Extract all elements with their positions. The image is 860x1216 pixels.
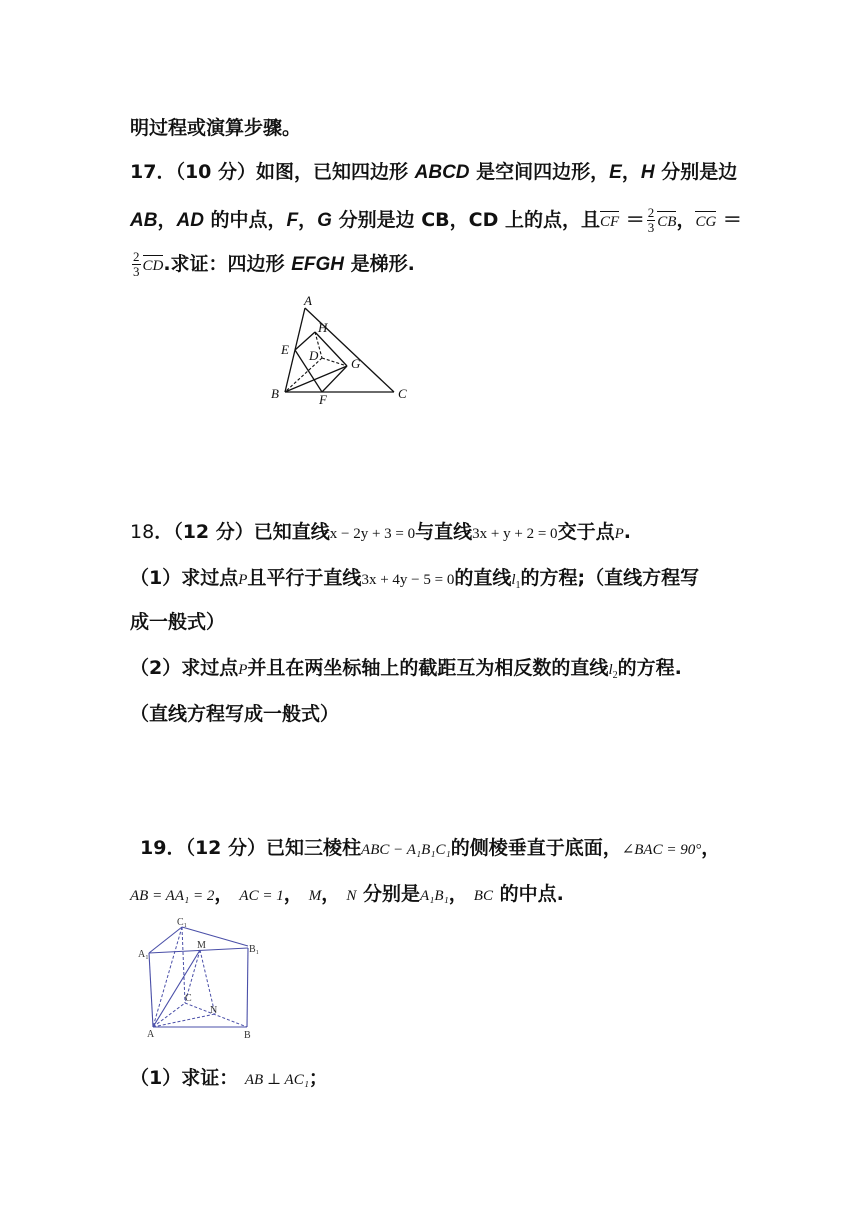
perpendicular-statement: AB ⊥ AC₁ (244, 1072, 309, 1088)
line-l1 (511, 572, 521, 591)
q17-text: 分别是边 (331, 209, 422, 231)
label-c: C (185, 993, 192, 1004)
prism-name: ABC − A₁B₁C₁ (361, 842, 451, 858)
q19-text: ， (214, 883, 234, 905)
label-a: A (304, 293, 312, 308)
q18-text: 已知直线 (253, 521, 330, 543)
frac-num: 2 (133, 249, 140, 264)
q17-text: 分别是边 (654, 161, 738, 183)
q19-text: ， (701, 837, 721, 859)
q18-number: 18 (130, 521, 155, 543)
point-p: P (238, 662, 248, 678)
q17-text: ， (449, 209, 469, 231)
label-d: D (309, 348, 319, 363)
q17-text: 是梯形. (343, 253, 415, 275)
q17-number: 17 (130, 161, 157, 183)
edge-c1b1 (182, 927, 248, 946)
line-l1-subscript: 1 (515, 580, 521, 591)
frac-num: 2 (647, 205, 655, 220)
edge-a1c1 (149, 927, 182, 953)
q17-var: F (286, 210, 299, 231)
q17-text: ， (157, 209, 177, 231)
label-b1: B₁ (249, 944, 260, 955)
line-l2 (608, 662, 618, 681)
q18-text: 的直线 (454, 567, 512, 589)
q17-line-2 (130, 206, 742, 235)
q17-var: AD (176, 210, 204, 231)
q18-text: 的方程. (617, 657, 682, 679)
label-c: C (398, 386, 407, 401)
q17-text: ， (621, 161, 641, 183)
q19-text: ， (321, 883, 341, 905)
q19-line-1 (140, 836, 720, 862)
label-n: N (210, 1005, 218, 1016)
frac-den: 3 (133, 264, 140, 279)
eq-ac: AC = 1 (239, 888, 284, 904)
segment-bc: BC (473, 888, 493, 904)
vector-cf: CF (600, 210, 619, 234)
q17-var: H (640, 162, 655, 183)
q19-text: 的中点. (492, 883, 564, 905)
q18-part2-line-2: （直线方程写成一般式） (130, 703, 340, 725)
point-n: N (346, 888, 357, 904)
q18-part2-line-1 (130, 656, 682, 688)
label-g: G (351, 356, 361, 371)
q17-var: E (609, 162, 622, 183)
label-m: M (197, 940, 206, 951)
label-c1: C₁ (177, 917, 188, 928)
q18-part1-line-2: 成一般式） (130, 611, 226, 633)
q18-text: 交于点 (557, 521, 615, 543)
q17-text: 上的点，且 (498, 209, 600, 231)
line-l2-subscript: 2 (612, 670, 618, 681)
label-b: B (271, 386, 279, 401)
point-p: P (238, 572, 248, 588)
equation-line3: 3x + 4y − 5 = 0 (361, 572, 455, 588)
line-l2-symbol: l (608, 662, 613, 678)
q18-part1-label: （1） (130, 567, 182, 589)
q19-score: ．（12 分） (166, 837, 267, 859)
q19-part1-line (130, 1066, 328, 1092)
q17-line-1 (130, 160, 737, 185)
edge-bb1 (247, 948, 248, 1027)
q18-text: 并且在两坐标轴上的截距互为相反数的直线 (247, 657, 609, 679)
label-e: E (281, 342, 289, 357)
frac-den: 3 (647, 220, 655, 235)
q17-var: ABCD (414, 162, 470, 183)
label-h: H (318, 320, 328, 335)
label-a: A (147, 1029, 155, 1040)
line-l1-symbol: l (511, 572, 516, 588)
equation-line1: x − 2y + 3 = 0 (329, 526, 416, 542)
q17-text: 的中点， (203, 209, 287, 231)
point-m: M (308, 888, 322, 904)
q19-text: 分别是 (356, 883, 420, 905)
q19-part1-label: （1） (130, 1067, 182, 1089)
q17-var: CD (468, 209, 499, 231)
intro-line: 明过程或演算步骤。 (130, 117, 302, 139)
fraction-two-thirds-2 (132, 250, 141, 279)
label-f: F (319, 392, 327, 407)
vector-cd: CD (143, 254, 164, 278)
edge-ac1-dashed (153, 927, 182, 1027)
q17-text: ， (676, 209, 696, 231)
q17-figure (260, 290, 430, 410)
q17-var: CB (421, 209, 450, 231)
q19-text: 求证： (181, 1067, 239, 1089)
q17-text: 如图，已知四边形 (256, 161, 415, 183)
edge-aa1 (149, 953, 153, 1027)
edge-fg (322, 366, 347, 392)
q17-text: 是空间四边形， (469, 161, 610, 183)
angle-bac: ∠BAC = 90° (621, 842, 702, 858)
q18-text: . (623, 521, 631, 543)
q19-line-2 (130, 882, 564, 908)
q19-text: 已知三棱柱 (266, 837, 362, 859)
q19-figure (135, 915, 270, 1045)
q19-text: ； (308, 1067, 328, 1089)
q17-var: G (317, 210, 332, 231)
eq-ab-aa1: AB = AA₁ = 2 (130, 888, 215, 904)
q17-line-3 (130, 250, 415, 279)
q17-text: .求证：四边形 (163, 253, 292, 275)
label-b: B (244, 1030, 251, 1041)
q18-text: 且平行于直线 (247, 567, 362, 589)
q17-score: ．（10 分） (156, 161, 257, 183)
q17-text: ＝ (619, 209, 645, 231)
q18-text: 求过点 (181, 567, 239, 589)
q19-text: ， (448, 883, 468, 905)
q17-var: EFGH (291, 254, 344, 275)
q18-text: 的方程;（直线方程写 (520, 567, 700, 589)
vector-cb: CB (657, 210, 676, 234)
q18-score: ．（12 分） (154, 521, 254, 543)
edge-bg (285, 366, 347, 392)
q18-part2-label: （2） (130, 657, 182, 679)
edge-am (153, 950, 200, 1027)
q18-text: 与直线 (415, 521, 473, 543)
vector-cg: CG (695, 210, 716, 234)
edge-cc1-dashed (182, 927, 185, 1003)
q19-text: ， (283, 883, 303, 905)
equation-line2: 3x + y + 2 = 0 (472, 526, 558, 542)
q17-var: AB (130, 210, 158, 231)
q17-text: ＝ (716, 209, 742, 231)
q19-text: 的侧棱垂直于底面， (450, 837, 622, 859)
q17-text: ， (298, 209, 318, 231)
segment-a1b1: A₁B₁ (419, 888, 449, 904)
q18-line-1 (130, 520, 631, 546)
point-p: P (614, 526, 624, 542)
q19-number: 19 (140, 837, 167, 859)
q18-text: 求过点 (181, 657, 239, 679)
fraction-two-thirds (647, 206, 656, 235)
q18-part1-line-1 (130, 566, 699, 598)
label-a1: A₁ (138, 949, 149, 960)
